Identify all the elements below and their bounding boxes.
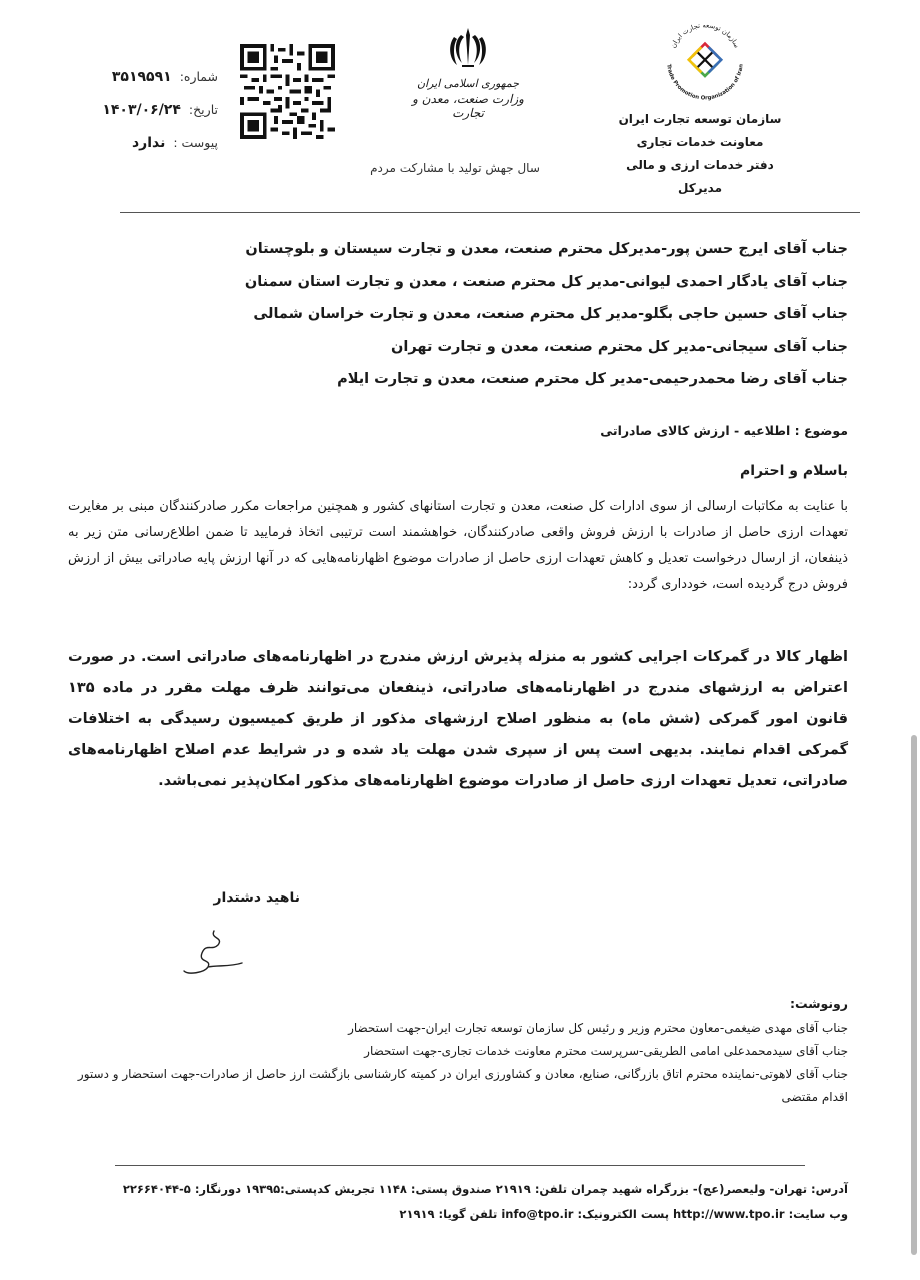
cc-list — [68, 1017, 848, 1109]
cc-item: جناب آقای مهدی ضیغمی-معاون محترم وزیر و رئیس کل سازمان توسعه تجارت ایران-جهت استحضار — [348, 1021, 848, 1035]
letter-greeting: باسلام و احترام — [740, 463, 848, 479]
org-line: مدیرکل — [677, 181, 723, 195]
recipients-list — [68, 233, 848, 396]
cc-item: جناب آقای سیدمحمدعلی امامی الطریقی-سرپرست محترم معاونت خدمات تجاری-جهت استحضار — [364, 1044, 848, 1058]
recipient-line: جناب آقای سیجانی-مدیر کل محترم صنعت، معدن و تجارت تهران — [391, 338, 848, 355]
svg-text:Trade Promotion Organization o — [665, 64, 744, 102]
recipient-line: جناب آقای رضا محمدرحیمی-مدیر کل محترم صنعت، معدن و تجارت ایلام — [337, 371, 848, 387]
footer-contact-line: وب سایت: http://www.tpo.ir پست الکترونیک: info@tpo.ir تلفن گویا: ۲۱۹۱۹ — [399, 1207, 848, 1221]
emblem-line-1: جمهوری اسلامی ایران — [416, 77, 520, 90]
org-line: دفتر خدمات ارزی و مالی — [626, 158, 774, 172]
ministry-emblem — [398, 25, 538, 135]
letter-date-label: تاریخ: — [188, 102, 218, 117]
body-paragraph-1: با عنایت به مکاتبات ارسالی از سوی ادارات کل صنعت، معدن و تجارت استانهای کشور و همچنین مراجعات مکرر صادرکنندگان مبنی بر مغایرت تعهدات ارزی حاصل از صادرات با ارزش فروش واقعی صادرکنندگان، خواهشمند است ترتیبی اتخاذ فرمایید تا ضمن اطلاع‌رسانی متن زیر به ذینفعان، از ارسال درخواست تعدیل و کاهش تعهدات ارزی حاصل از صادرات موضوع اظهارنامه‌هایی که در آنها ارزش پایه صادراتی بیش از ارزش فروش درج گردیده است، خودداری گردد: — [68, 499, 848, 592]
logo-text-en: Trade Promotion Organization of Iran — [665, 63, 745, 102]
tpo-logo-icon — [660, 12, 750, 104]
letter-number-label: شماره: — [179, 69, 218, 84]
year-motto: سال جهش تولید با مشارکت مردم — [370, 161, 540, 175]
letter-date-value: ۱۴۰۳/۰۶/۲۴ — [102, 101, 181, 118]
body-paragraph-2: اظهار کالا در گمرکات اجرایی کشور به منزله پذیرش ارزش مندرج در اظهارنامه‌های صادراتی است. در صورت اعتراض به ارزشهای مندرج در اظهارنامه‌های صادراتی، ذینفعان می‌توانند ظرف مهلت مقرر در ماده ۱۳۵ قانون امور گمرکی (شش ماه) به منظور اصلاح ارزشهای مذکور از طریق کمیسیون رسیدگی به اختلافات گمرکی اقدام نمایند. بدیهی است پس از سپری شدن مهلت یاد شده و در شرایط عدم اصلاح اظهارنامه‌های صادراتی، تعدیل تعهدات ارزی حاصل از صادرات موضوع اظهارنامه‌های مذکور امکان‌پذیر نمی‌باشد. — [68, 649, 848, 789]
qr-code-icon — [240, 44, 335, 139]
letter-metadata — [78, 60, 218, 159]
organization-lines — [610, 108, 790, 200]
iran-emblem-icon — [448, 25, 488, 69]
recipient-line: جناب آقای یادگار احمدی لیوانی-مدیر کل محترم صنعت ، معدن و تجارت استان سمنان — [244, 273, 848, 290]
cc-title: رونوشت: — [789, 996, 848, 1011]
cc-item: جناب آقای لاهوتی-نماینده محترم اتاق بازرگانی، صنایع، معادن و کشاورزی ایران در کمیته کارشناسی بازگشت ارز حاصل از صادرات-جهت استحضار و دستور اقدام مقتضی — [77, 1067, 848, 1104]
letter-attachment-label: پیوست : — [173, 135, 218, 150]
footer — [68, 1177, 848, 1227]
signer-name: ناهید دشتدار — [213, 890, 300, 906]
letter-number-row — [78, 60, 218, 93]
letter-attachment-row — [78, 126, 218, 159]
letter-attachment-value: ندارد — [131, 134, 166, 151]
logo-text-fa: سازمان توسعه تجارت ایران — [669, 21, 741, 50]
recipient-line: جناب آقای حسین حاجی بگلو-مدیر کل محترم صنعت، معدن و تجارت خراسان شمالی — [253, 306, 848, 322]
letter-number-value: ۳۵۱۹۵۹۱ — [111, 68, 172, 85]
footer-divider — [115, 1165, 805, 1166]
signature-icon — [178, 925, 248, 980]
emblem-line-2: وزارت صنعت، معدن و تجارت — [412, 92, 524, 120]
letter-date-row — [78, 93, 218, 126]
org-line: معاونت خدمات تجاری — [636, 135, 764, 149]
scrollbar[interactable] — [911, 735, 917, 1255]
recipient-line: جناب آقای ایرج حسن پور-مدیرکل محترم صنعت، معدن و تجارت سیستان و بلوچستان — [245, 241, 848, 257]
org-line: سازمان توسعه تجارت ایران — [618, 112, 782, 126]
letter-subject: موضوع : اطلاعیه - ارزش کالای صادراتی — [600, 423, 848, 438]
footer-address-line: آدرس: تهران- ولیعصر(عج)- بزرگراه شهید چمران تلفن: ۲۱۹۱۹ صندوق پستی: ۱۱۴۸ تجریش کدپستی:۱۹۳۹۵ دورنگار: ۵-۲۲۶۶۴۰۴۴ — [122, 1182, 848, 1196]
header-divider — [120, 212, 860, 213]
